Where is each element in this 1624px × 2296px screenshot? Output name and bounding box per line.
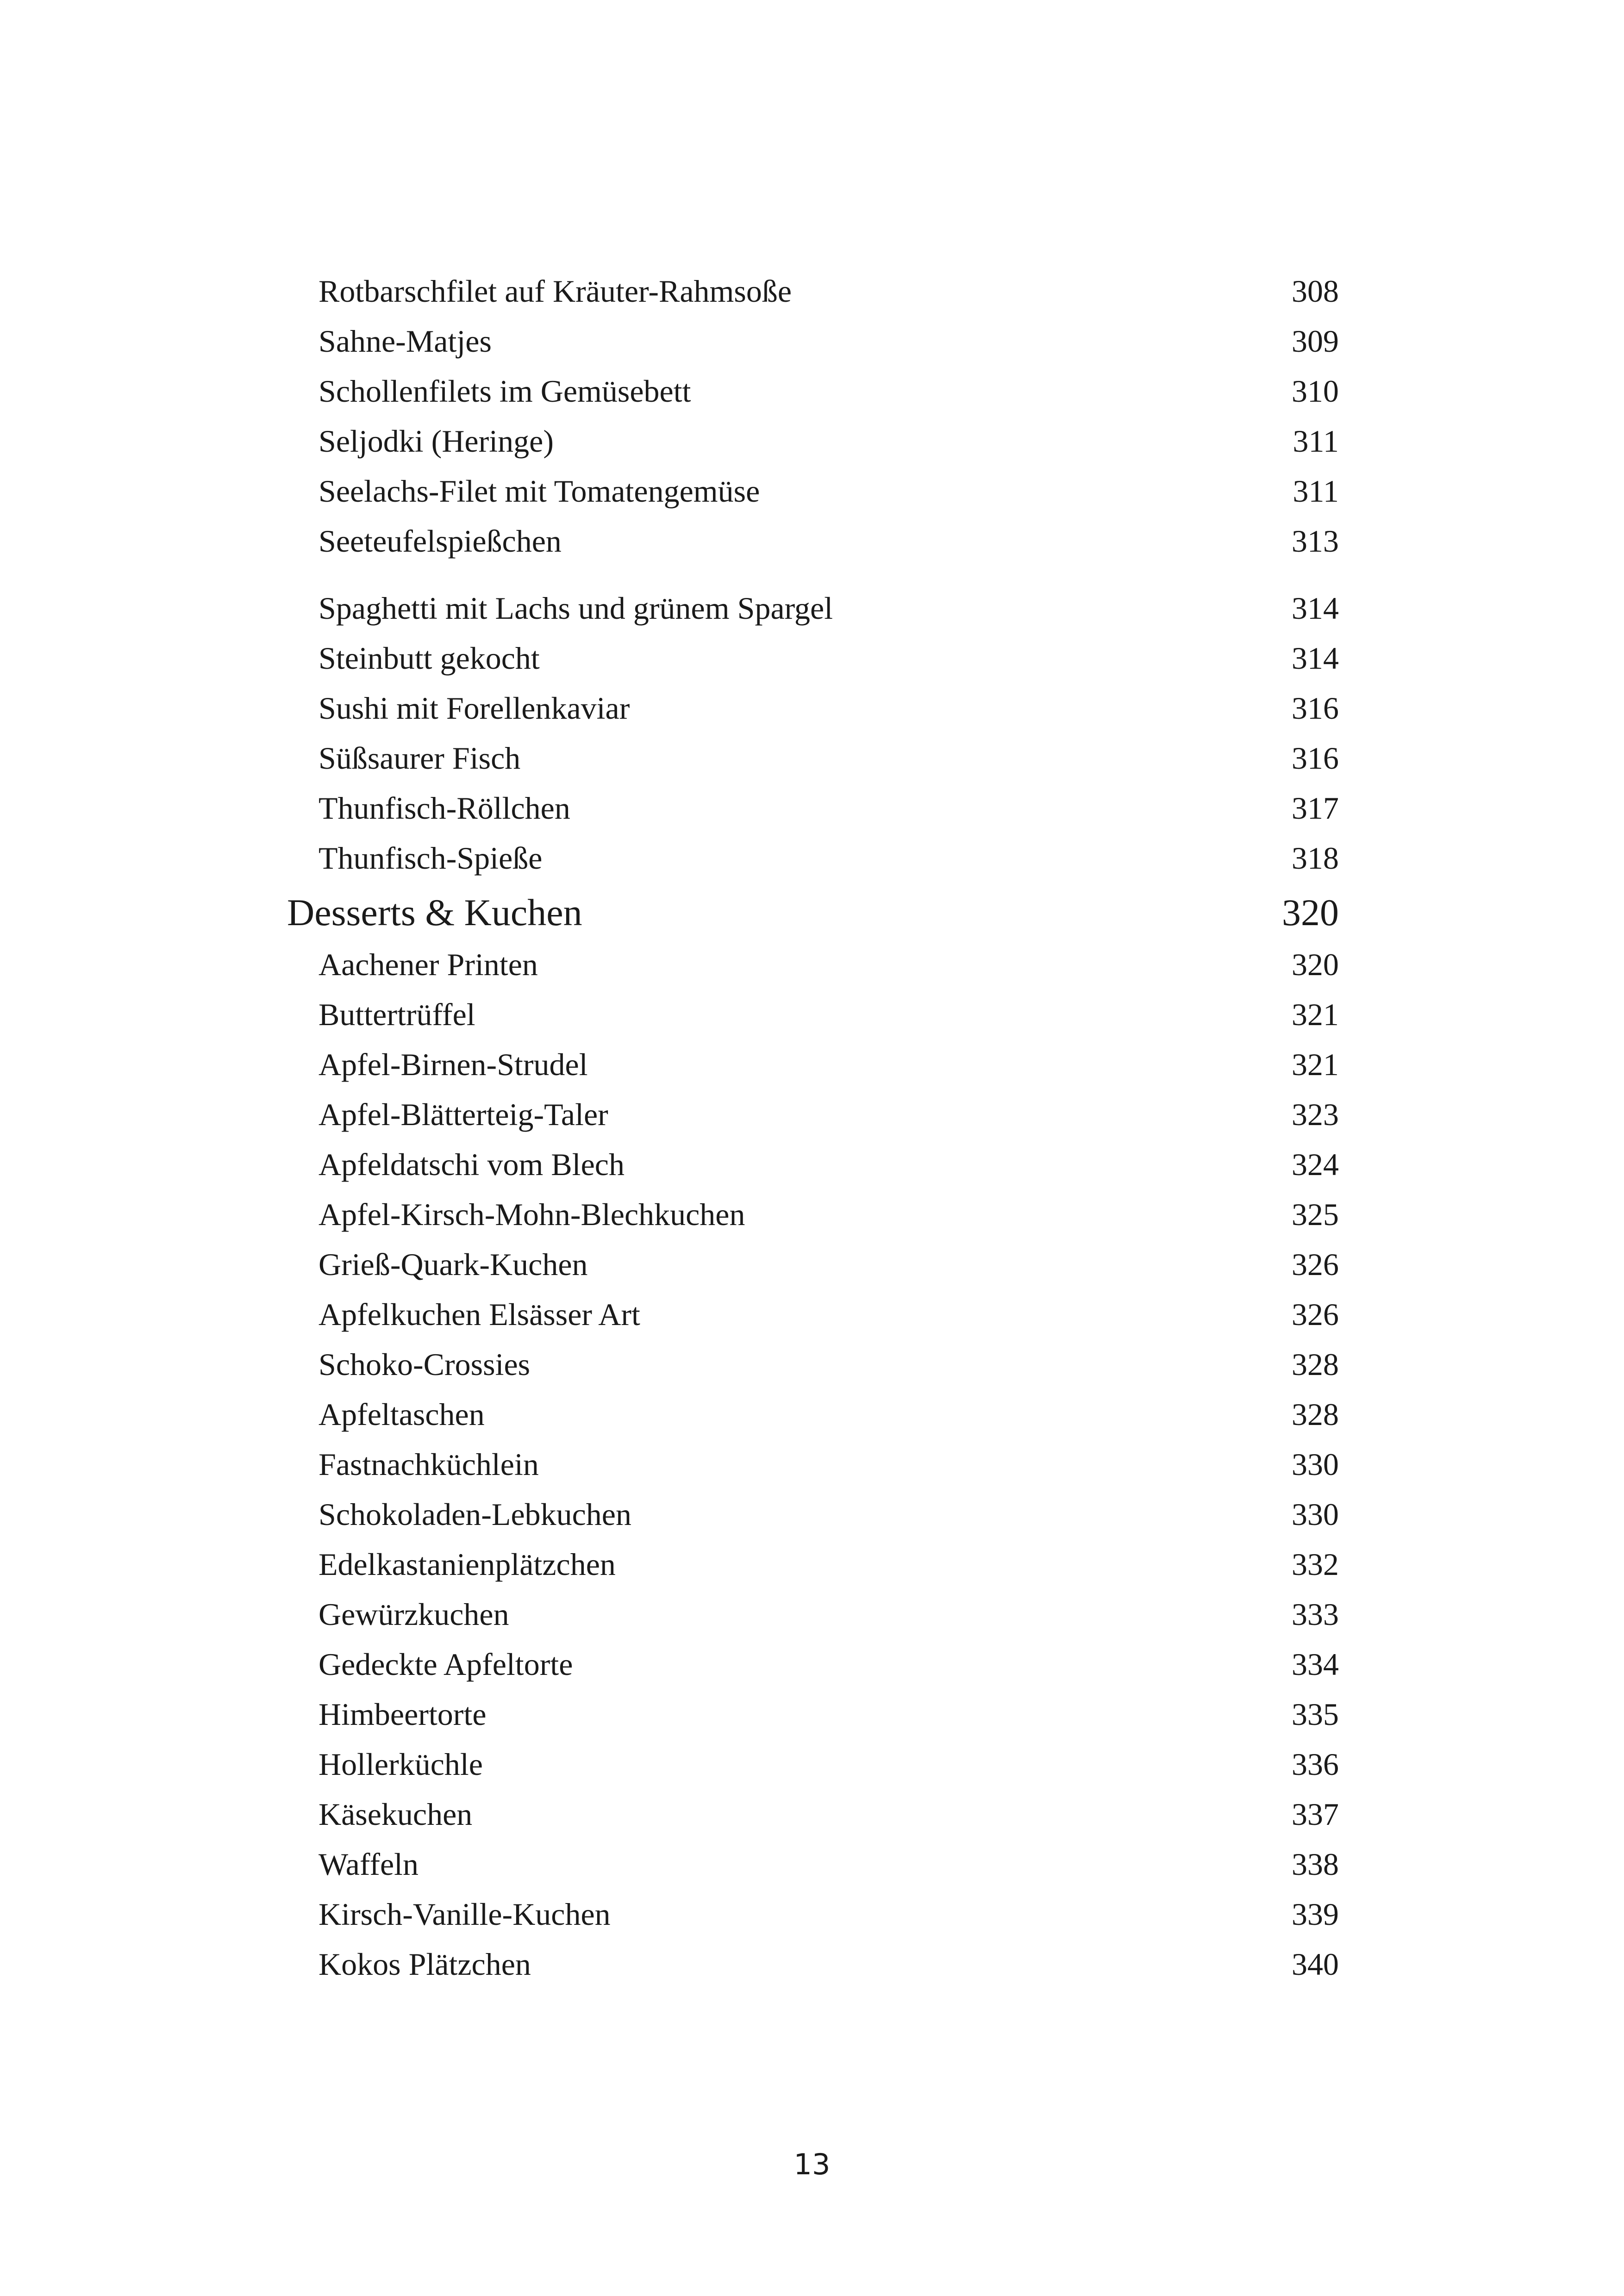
toc-entry-page: 325 [1292, 1197, 1339, 1232]
toc-entry [0, 840, 1624, 896]
toc-entry-page: 320 [1292, 947, 1339, 982]
toc-entry-title: Steinbutt gekocht [319, 641, 540, 676]
toc-entry-page: 328 [1292, 1397, 1339, 1432]
toc-entry-title: Gewürzkuchen [319, 1597, 509, 1632]
toc-entry [0, 1146, 1624, 1202]
toc-entry-title: Seelachs-Filet mit Tomatengemüse [319, 473, 760, 509]
toc-entry [0, 1796, 1624, 1852]
toc-entry [0, 523, 1624, 579]
toc-entry-title: Apfel-Blätterteig-Taler [319, 1097, 608, 1132]
toc-entry-page: 330 [1292, 1447, 1339, 1482]
toc-entry-title: Desserts & Kuchen [287, 891, 582, 933]
toc-entry-page: 320 [1282, 891, 1339, 933]
toc-entry [0, 1296, 1624, 1352]
toc-entry-page: 334 [1292, 1647, 1339, 1682]
toc-entry-page: 340 [1292, 1947, 1339, 1982]
toc-entry [0, 1546, 1624, 1602]
toc-entry [0, 1896, 1624, 1952]
page-number: 13 [793, 2147, 831, 2181]
toc-entry-title: Seeteufelspießchen [319, 523, 562, 559]
toc-entry-title: Apfeldatschi vom Blech [319, 1147, 625, 1182]
toc-entry-page: 314 [1292, 591, 1339, 626]
toc-entry-title: Hollerküchle [319, 1747, 483, 1782]
toc-entry-page: 338 [1292, 1847, 1339, 1882]
toc-entry-page: 333 [1292, 1597, 1339, 1632]
toc-entry-page: 311 [1293, 423, 1339, 459]
toc-entry [0, 323, 1624, 379]
toc-entry [0, 1446, 1624, 1502]
toc-entry-page: 324 [1292, 1147, 1339, 1182]
toc-entry-page: 308 [1292, 274, 1339, 309]
toc-entry-page: 313 [1292, 523, 1339, 559]
toc-entry [0, 946, 1624, 1002]
toc-entry-page: 318 [1292, 840, 1339, 876]
toc-entry [0, 1246, 1624, 1302]
toc-entry-page: 321 [1292, 997, 1339, 1032]
toc-entry-title: Grieß-Quark-Kuchen [319, 1247, 588, 1282]
toc-entry-title: Waffeln [319, 1847, 419, 1882]
toc-entry-title: Aachener Printen [319, 947, 538, 982]
toc-entry [0, 1046, 1624, 1102]
toc-entry [0, 373, 1624, 429]
toc-entry-page: 317 [1292, 790, 1339, 826]
toc-entry-title: Fastnachküchlein [319, 1447, 539, 1482]
toc-entry-page: 310 [1292, 373, 1339, 409]
toc-entry-page: 314 [1292, 641, 1339, 676]
toc-entry-title: Rotbarschfilet auf Kräuter-Rahmsoße [319, 274, 792, 309]
toc-entry-page: 328 [1292, 1347, 1339, 1382]
toc-entry-page: 316 [1292, 740, 1339, 776]
toc-entry [0, 423, 1624, 479]
toc-entry-page: 339 [1292, 1897, 1339, 1932]
toc-entry-title: Sushi mit Forellenkaviar [319, 691, 630, 726]
toc-entry [0, 1396, 1624, 1452]
toc-entry-title: Käsekuchen [319, 1797, 473, 1832]
toc-entry-page: 309 [1292, 324, 1339, 359]
toc-entry-title: Apfeltaschen [319, 1397, 485, 1432]
toc-entry [0, 740, 1624, 796]
toc-entry-title: Sahne-Matjes [319, 324, 492, 359]
toc-entry [0, 996, 1624, 1052]
toc-entry-title: Buttertrüffel [319, 997, 475, 1032]
toc-entry-page: 326 [1292, 1247, 1339, 1282]
toc-entry [0, 1846, 1624, 1902]
toc-entry-title: Seljodki (Heringe) [319, 423, 554, 459]
toc-entry-page: 321 [1292, 1047, 1339, 1082]
toc-entry [0, 1596, 1624, 1652]
toc-entry-page: 326 [1292, 1297, 1339, 1332]
toc-entry-title: Apfel-Birnen-Strudel [319, 1047, 588, 1082]
toc-entry [0, 1496, 1624, 1552]
toc-entry [0, 1646, 1624, 1702]
toc-entry-page: 311 [1293, 473, 1339, 509]
toc-entry [0, 1346, 1624, 1402]
toc-entry-page: 330 [1292, 1497, 1339, 1532]
toc-entry [0, 473, 1624, 529]
toc-entry-title: Kirsch-Vanille-Kuchen [319, 1897, 611, 1932]
toc-entry-title: Thunfisch-Spieße [319, 840, 543, 876]
toc-entry-title: Apfel-Kirsch-Mohn-Blechkuchen [319, 1197, 745, 1232]
toc-entry-title: Gedeckte Apfeltorte [319, 1647, 573, 1682]
toc-section-heading [0, 891, 1624, 946]
toc-entry [0, 1696, 1624, 1752]
toc-entry-title: Kokos Plätzchen [319, 1947, 531, 1982]
toc-entry [0, 1946, 1624, 2002]
toc-entry-title: Himbeertorte [319, 1697, 487, 1732]
toc-entry-page: 323 [1292, 1097, 1339, 1132]
toc-entry [0, 1096, 1624, 1152]
toc-entry-title: Apfelkuchen Elsässer Art [319, 1297, 640, 1332]
toc-entry-title: Edelkastanienplätzchen [319, 1547, 616, 1582]
toc-entry [0, 590, 1624, 646]
toc-entry [0, 273, 1624, 329]
toc-entry-page: 336 [1292, 1747, 1339, 1782]
toc-entry-page: 316 [1292, 691, 1339, 726]
toc-entry-title: Schoko-Crossies [319, 1347, 531, 1382]
toc-entry [0, 690, 1624, 746]
toc-entry-title: Schollenfilets im Gemüsebett [319, 373, 691, 409]
toc-entry-title: Süßsaurer Fisch [319, 740, 521, 776]
toc-entry [0, 640, 1624, 696]
toc-entry-page: 332 [1292, 1547, 1339, 1582]
toc-entry-title: Schokoladen-Lebkuchen [319, 1497, 631, 1532]
toc-entry-page: 335 [1292, 1697, 1339, 1732]
toc-entry-page: 337 [1292, 1797, 1339, 1832]
toc-entry-title: Thunfisch-Röllchen [319, 790, 570, 826]
toc-entry [0, 790, 1624, 846]
toc-entry [0, 1196, 1624, 1252]
toc-entry-title: Spaghetti mit Lachs und grünem Spargel [319, 591, 833, 626]
toc-entry [0, 1746, 1624, 1802]
